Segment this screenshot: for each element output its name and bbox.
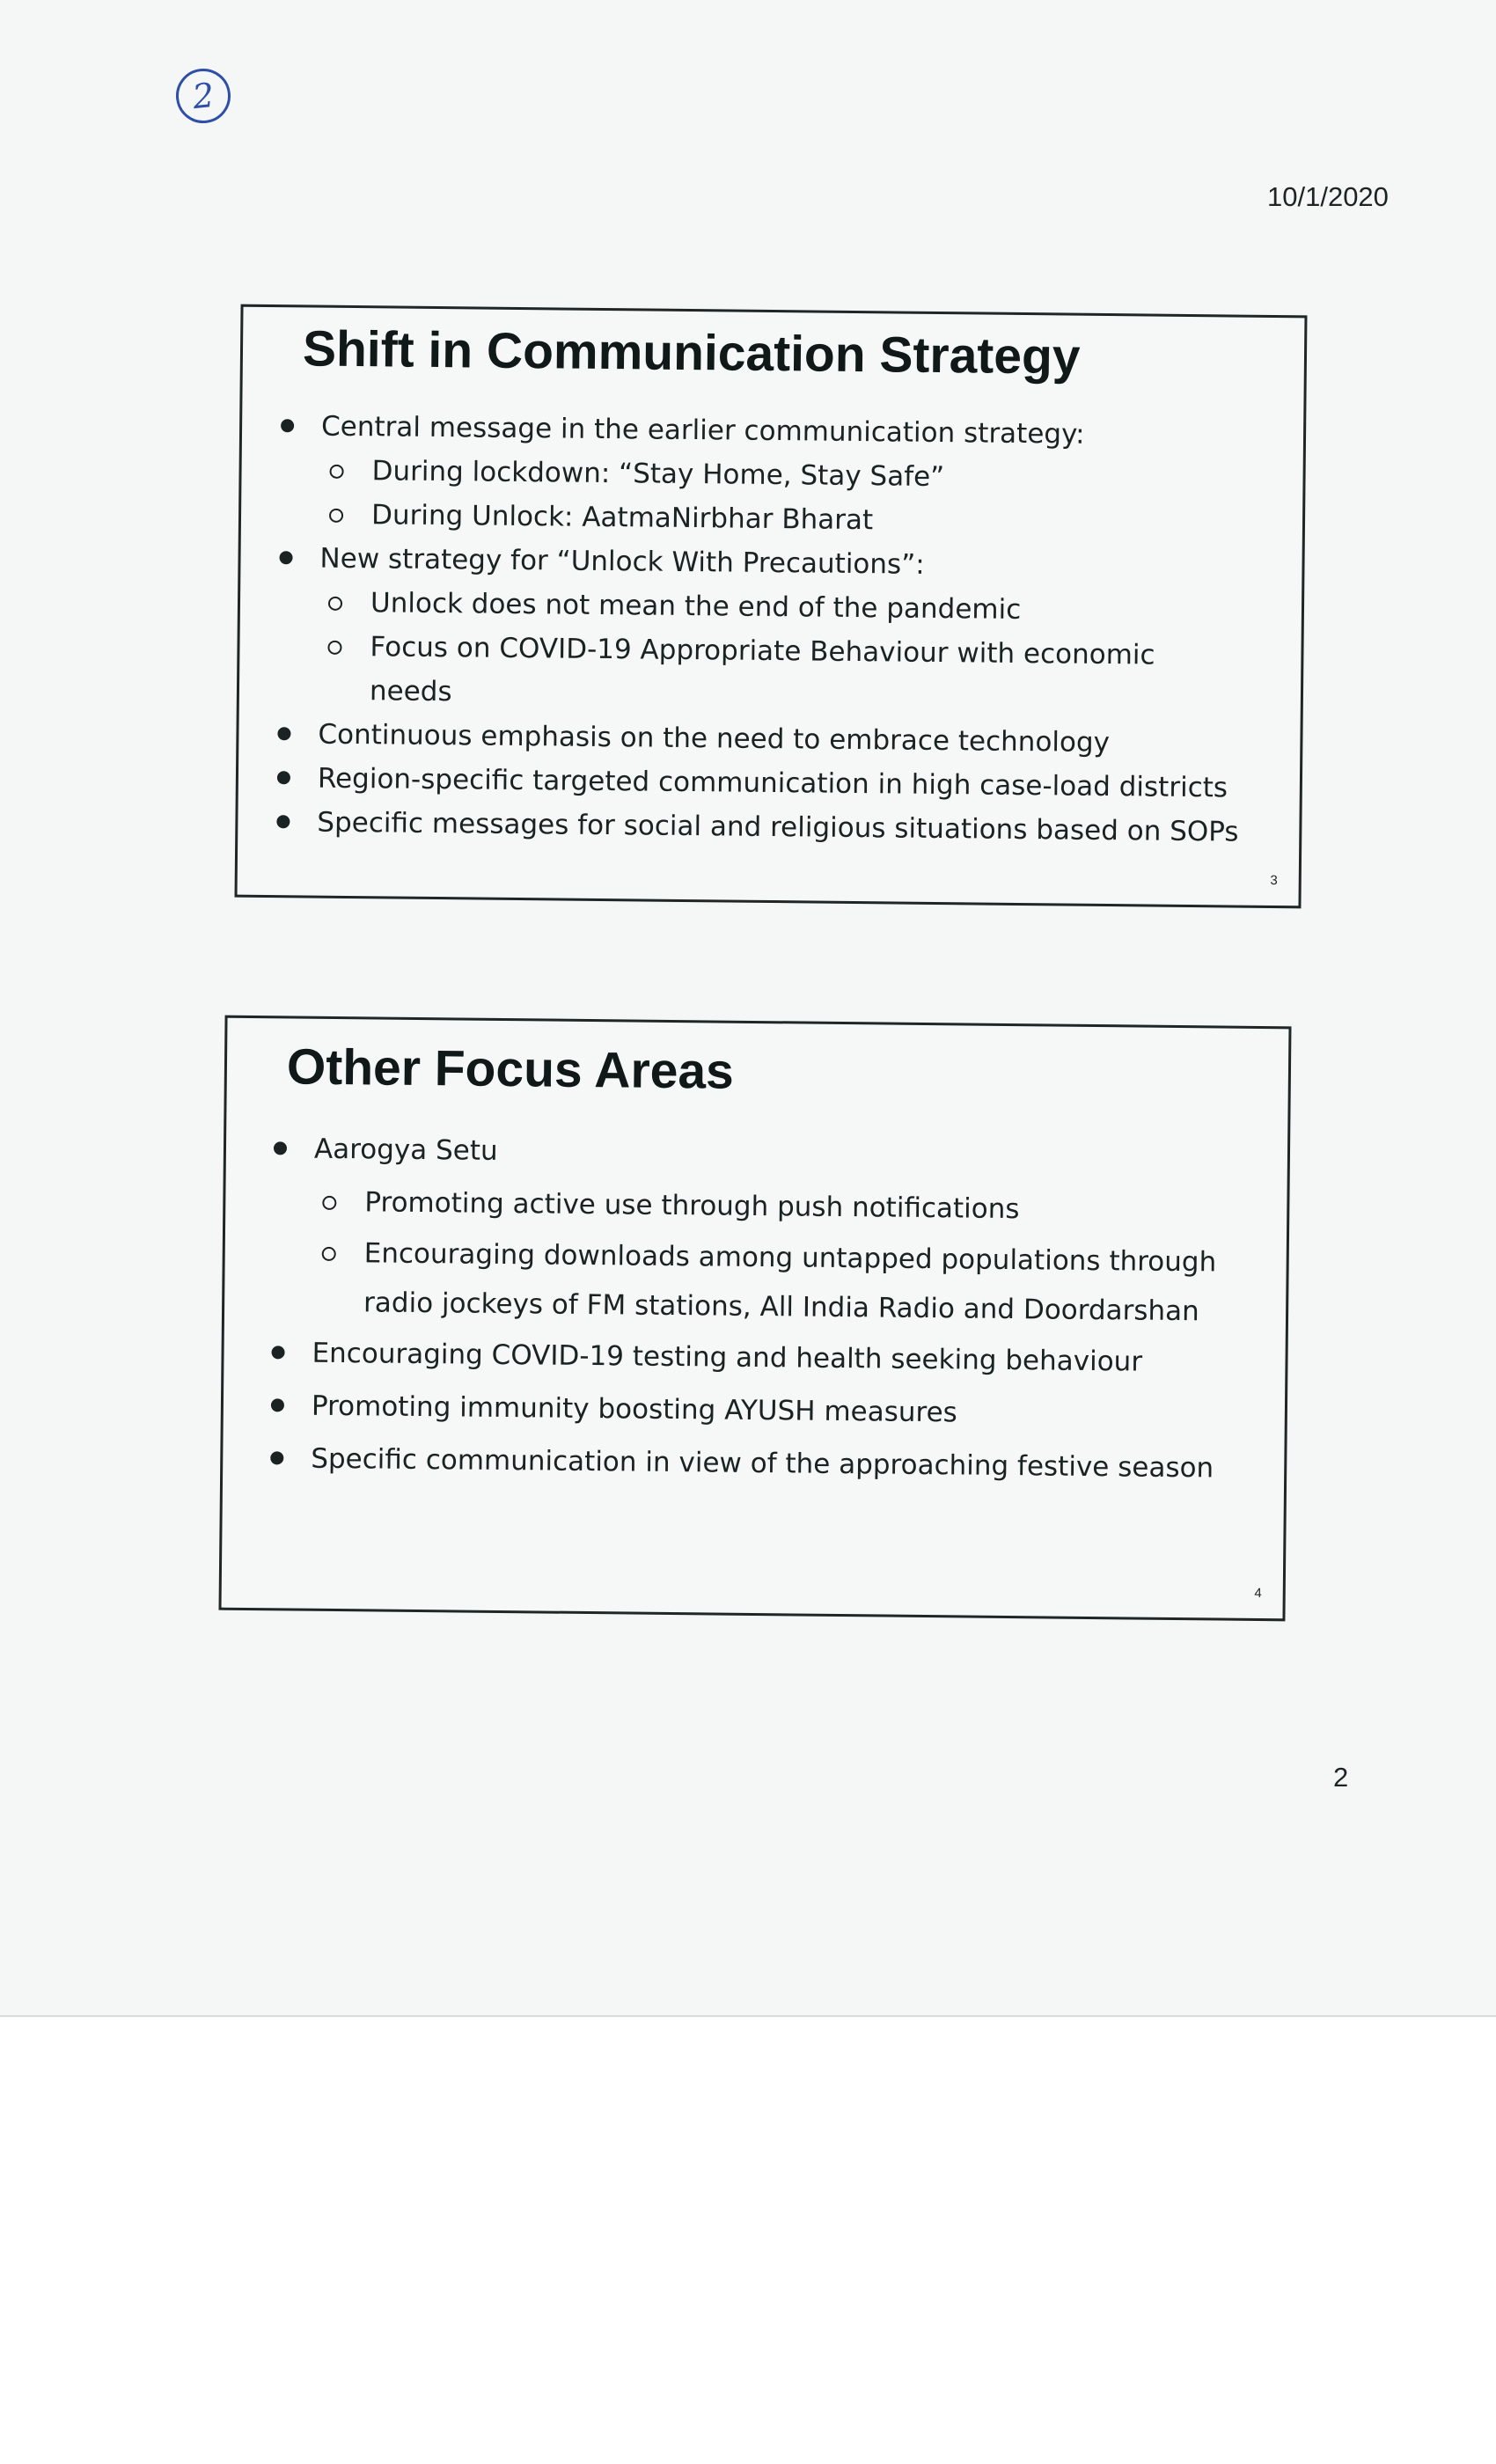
hollow-bullet-icon: [322, 1247, 336, 1261]
list-item-text: Focus on COVID-19 Appropriate Behaviour with economic: [370, 631, 1155, 671]
list-item-text: Continuous emphasis on the need to embrace technology: [318, 718, 1111, 759]
bullet-icon: [270, 1451, 283, 1464]
sub-list-item: [267, 1228, 1271, 1337]
list-item-text: Region-specific targeted communication in high case-load districts: [317, 762, 1228, 804]
slide-number: 4: [1254, 1585, 1262, 1602]
bullet-list: [271, 404, 1287, 854]
sub-list-item: [273, 624, 1286, 722]
bullet-icon: [274, 1141, 287, 1155]
list-item-text: Aarogya Setu: [313, 1133, 498, 1167]
slide-shift-in-communication-strategy: [235, 304, 1308, 909]
list-item-text: New strategy for “Unlock With Precautions”:: [319, 542, 925, 581]
hollow-bullet-icon: [327, 641, 341, 655]
hollow-bullet-icon: [322, 1196, 336, 1210]
handwritten-page-marker: 2: [173, 66, 233, 126]
list-item-text: Encouraging downloads among untapped populations through: [363, 1237, 1217, 1279]
slide-other-focus-areas: [218, 1016, 1291, 1622]
bullet-icon: [271, 1398, 284, 1412]
hollow-bullet-icon: [329, 509, 343, 523]
list-item-text: Promoting active use through push notifications: [364, 1186, 1020, 1226]
list-item-text: Encouraging COVID-19 testing and health seeking behaviour: [312, 1337, 1143, 1378]
list-item-text: During lockdown: “Stay Home, Stay Safe”: [371, 455, 945, 494]
hollow-bullet-icon: [328, 597, 342, 611]
list-item-text: Promoting immunity boosting AYUSH measures: [311, 1390, 957, 1429]
bullet-icon: [277, 771, 290, 784]
slide-number: 3: [1270, 872, 1278, 889]
bullet-icon: [277, 727, 290, 740]
slide-title: Other Focus Areas: [286, 1038, 735, 1100]
hollow-bullet-icon: [329, 465, 343, 479]
bullet-list: [265, 1122, 1272, 1495]
bullet-icon: [281, 419, 294, 432]
list-item: [271, 800, 1283, 854]
list-item-text-continued: needs: [369, 675, 452, 708]
list-item-text: Specific messages for social and religious situations based on SOPs: [317, 806, 1239, 848]
bullet-icon: [271, 1346, 284, 1359]
bullet-icon: [279, 551, 292, 564]
list-item-text: Unlock does not mean the end of the pandemic: [370, 587, 1022, 626]
list-item-text-continued: radio jockeys of FM stations, All India Radio and Doordarshan: [363, 1287, 1199, 1328]
bullet-icon: [276, 815, 290, 828]
list-item: [265, 1432, 1269, 1495]
print-date: 10/1/2020: [1267, 181, 1389, 212]
list-item-text: Specific communication in view of the approaching festive season: [311, 1442, 1214, 1485]
list-item-text: Central message in the earlier communication strategy:: [320, 410, 1085, 451]
list-item-text: During Unlock: AatmaNirbhar Bharat: [370, 499, 874, 537]
page-number: 2: [1333, 1762, 1349, 1793]
slide-title: Shift in Communication Strategy: [302, 320, 1081, 385]
